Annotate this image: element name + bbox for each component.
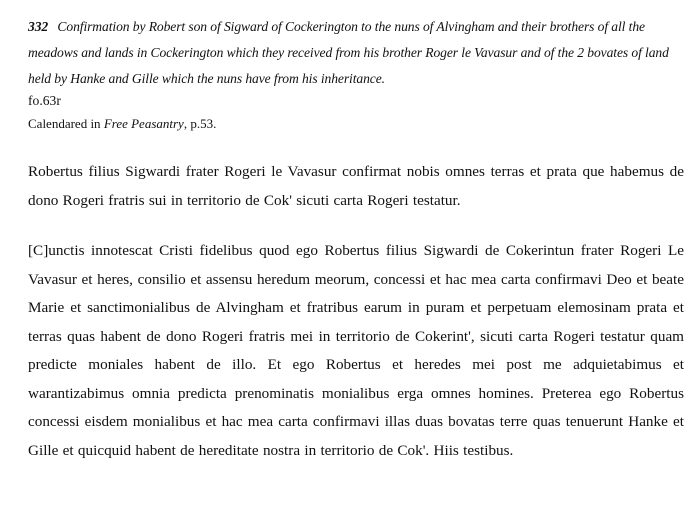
entry-title: Confirmation by Robert son of Sigward of Cockerington to the nuns of Alvingham and their brothers of all the meadows and lands in Cockerington which they received from his brother Roger le Vavasur and of the 2 bovates of land held by Hanke and Gille which the nuns have from his inheritance. — [28, 19, 669, 86]
summary-paragraph: Robertus filius Sigwardi frater Rogeri le Vavasur confirmat nobis omnes terras et prata que habemus de dono Rogeri fratris sui in territorio de Cok' sicuti carta Rogeri testatur. — [28, 163, 684, 209]
document-page — [28, 14, 684, 465]
folio-reference: fo.63r — [28, 93, 61, 108]
calendared-prefix: Calendared in — [28, 116, 104, 131]
calendared-suffix: , p.53. — [183, 116, 217, 131]
calendared-note — [28, 114, 684, 134]
entry-number: 332 — [28, 19, 49, 34]
entry-heading — [28, 14, 684, 92]
charter-text: [C]unctis innotescat Cristi fidelibus quod ego Robertus filius Sigwardi de Cokerintun frater Rogeri Le Vavasur et heres, consilio et assensu heredum meorum, concessi et hac mea carta confirmavi Deo et beate Marie et sanctimonialibus de Alvingham et fratribus earum in puram et perpetuam elemosinam prata et terras quas habent de dono Rogeri fratris mei in territorio de Cokerint', sicuti carta Rogeri testatur quam predicte moniales habent de illo. Et ego Robertus et heredes mei post me adquietabimus et warantizabimus omnia predicta prenominatis monialibus erga omnes homines. Preterea ego Robertus concessi eisdem monialibus et hac mea carta confirmavi illas duas bovatas terre quas tenuerunt Hanke et Gille et quicquid habent de hereditate nostra in territorio de Cok'. Hiis testibus. — [28, 242, 684, 459]
calendared-source: Free Peasantry — [103, 116, 184, 131]
